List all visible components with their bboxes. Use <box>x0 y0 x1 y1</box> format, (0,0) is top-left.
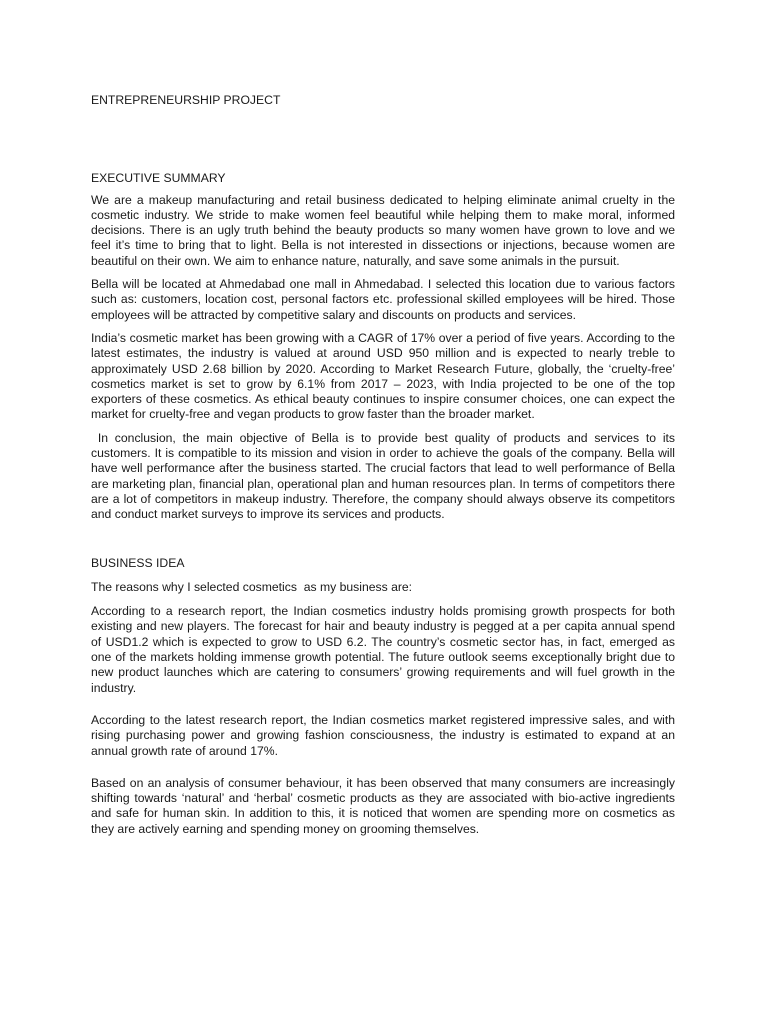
document-page <box>91 93 679 837</box>
business-idea-paragraph: Based on an analysis of consumer behaviour, it has been observed that many consumers are increasingly shifting towards ‘natural’ and ‘herbal’ cosmetic products as they are associated with bio-active ingredients and safe for human skin. In addition to this, it is noticed that women are spending more on cosmetics as they are actively earning and spending money on grooming themselves. <box>91 775 675 836</box>
executive-summary-paragraph: Bella will be located at Ahmedabad one mall in Ahmedabad. I selected this location due to various factors such as: customers, location cost, personal factors etc. professional skilled employees will be hired. Those employees will be attracted by competitive salary and discounts on products and services. <box>91 277 675 322</box>
executive-summary-paragraph: India’s cosmetic market has been growing with a CAGR of 17% over a period of five years. According to the latest estimates, the industry is valued at around USD 950 million and is expected to nearly treble to approximately USD 2.68 billion by 2020. According to Market Research Future, globally, the ‘cruelty-free’ cosmetics market is set to grow by 6.1% from 2017 – 2023, with India projected to be one of the top exporters of these cosmetics. As ethical beauty continues to inspire consumer choices, one can expect the market for cruelty-free and vegan products to grow faster than the broader market. <box>91 330 675 422</box>
business-idea-intro: The reasons why I selected cosmetics as my business are: <box>91 579 413 594</box>
business-idea-heading: BUSINESS IDEA <box>91 555 185 570</box>
business-idea-paragraph: According to a research report, the Indian cosmetics industry holds promising growth prospects for both existing and new players. The forecast for hair and beauty industry is pegged at a per capita annual spend of USD1.2 which is expected to grow to USD 6.2. The country’s cosmetic sector has, in fact, emerged as one of the markets holding immense growth potential. The future outlook seems exceptionally bright due to new product launches which are catering to consumers’ growing requirements and will fuel growth in the industry. <box>91 604 675 695</box>
spacer <box>91 523 675 556</box>
document-title: ENTREPRENEURSHIP PROJECT <box>91 93 281 107</box>
executive-summary-paragraph: In conclusion, the main objective of Bella is to provide best quality of products and services to its customers. It is compatible to its mission and vision in order to achieve the goals of the company. Bella will have well performance after the business started. The crucial factors that lead to well performance of Bella are marketing plan, financial plan, operational plan and human resources plan. In terms of competitors there are a lot of competitors in makeup industry. Therefore, the company should always observe its competitors and conduct market surveys to improve its services and products. <box>91 430 679 522</box>
executive-summary-heading: EXECUTIVE SUMMARY <box>91 171 226 186</box>
business-idea-paragraph: According to the latest research report, the Indian cosmetics market registered impressive sales, and with rising purchasing power and growing fashion consciousness, the industry is estimated to expand at an annual growth rate of around 17%. <box>91 712 675 758</box>
executive-summary-paragraph: We are a makeup manufacturing and retail business dedicated to helping eliminate animal cruelty in the cosmetic industry. We stride to make women feel beautiful while helping them to make moral, informed decisions. There is an ugly truth behind the beauty products so many women have grown to love and we feel it’s time to bring that to light. Bella is not interested in dissections or injections, because women are beautiful on their own. We aim to enhance nature, naturally, and save some animals in the pursuit. <box>91 192 675 268</box>
spacer <box>91 108 675 171</box>
